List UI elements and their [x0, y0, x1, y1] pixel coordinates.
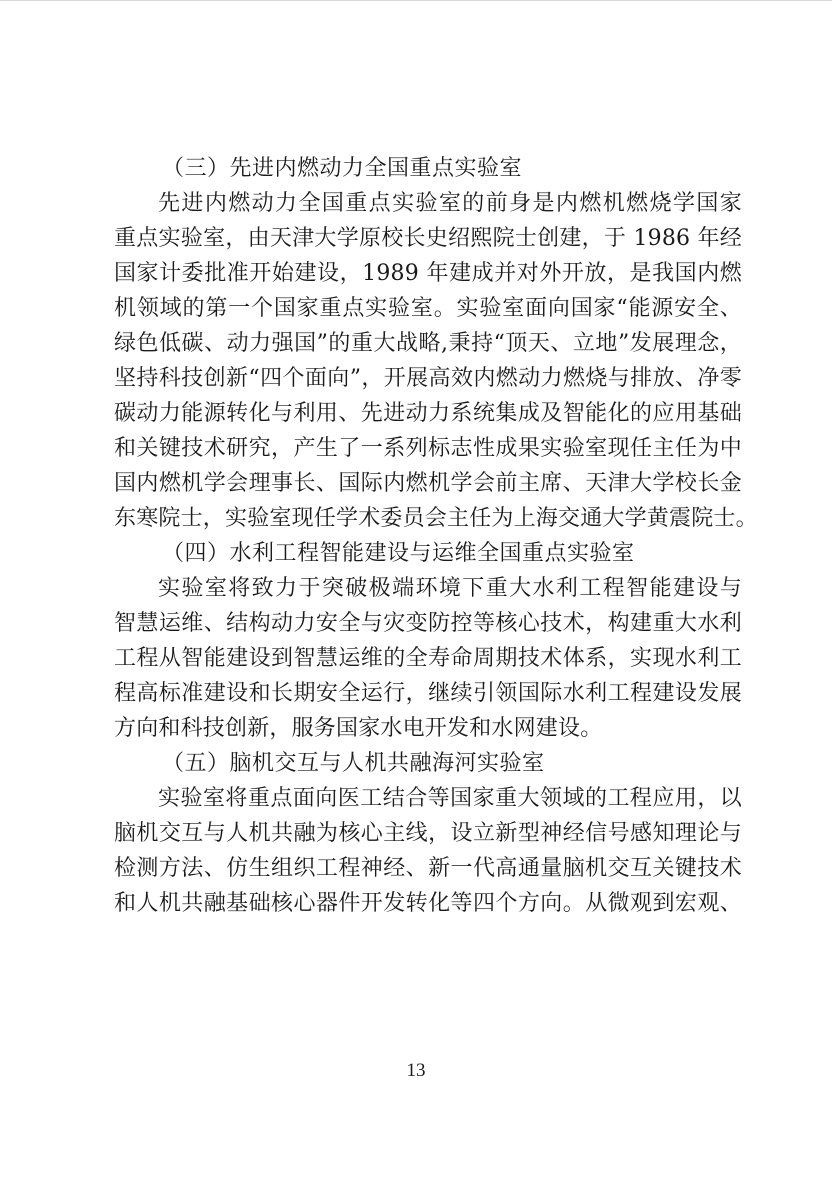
- paragraph-line: 东寒院士，实验室现任学术委员会主任为上海交通大学黄震院士。: [114, 506, 758, 531]
- paragraph-line: 脑机交互与人机共融为核心主线，设立新型神经信号感知理论与: [114, 821, 742, 846]
- paragraph-line: 智慧运维、结构动力安全与灾变防控等核心技术，构建重大水利: [114, 611, 742, 636]
- paragraph-line: 和人机共融基础核心器件开发转化等四个方向。从微观到宏观、: [114, 891, 742, 916]
- paragraph-line: 绿色低碳、动力强国”的重大战略,秉持“顶天、立地”发展理念，: [114, 331, 742, 356]
- document-body: [114, 151, 758, 921]
- paragraph-line: 机领域的第一个国家重点实验室。实验室面向国家“能源安全、: [114, 296, 742, 321]
- paragraph-line: 重点实验室，由天津大学原校长史绍熙院士创建，于 1986 年经: [114, 226, 742, 251]
- paragraph-line: 国家计委批准开始建设，1989 年建成并对外开放，是我国内燃: [114, 261, 742, 286]
- section-heading-4: （四）水利工程智能建设与运维全国重点实验室: [162, 541, 635, 566]
- paragraph-line: 程高标准建设和长期安全运行，继续引领国际水利工程建设发展: [114, 681, 742, 706]
- paragraph-line: 实验室将重点面向医工结合等国家重大领域的工程应用，以: [158, 786, 742, 811]
- paragraph-line: 实验室将致力于突破极端环境下重大水利工程智能建设与: [158, 576, 742, 601]
- paragraph-line: 国内燃机学会理事长、国际内燃机学会前主席、天津大学校长金: [114, 471, 742, 496]
- paragraph-line: 坚持科技创新“四个面向”，开展高效内燃动力燃烧与排放、净零: [114, 366, 742, 391]
- paragraph-line: 方向和科技创新，服务国家水电开发和水网建设。: [114, 716, 603, 741]
- paragraph-line: 和关键技术研究，产生了一系列标志性成果实验室现任主任为中: [114, 436, 742, 461]
- section-heading-3: （三）先进内燃动力全国重点实验室: [162, 156, 523, 181]
- paragraph-line: 碳动力能源转化与利用、先进动力系统集成及智能化的应用基础: [114, 401, 742, 426]
- paragraph-line: 先进内燃动力全国重点实验室的前身是内燃机燃烧学国家: [158, 191, 742, 216]
- section-heading-5: （五）脑机交互与人机共融海河实验室: [162, 751, 545, 776]
- paragraph-line: 检测方法、仿生组织工程神经、新一代高通量脑机交互关键技术: [114, 856, 742, 881]
- paragraph-line: 工程从智能建设到智慧运维的全寿命周期技术体系，实现水利工: [114, 646, 742, 671]
- page-number: 13: [406, 1060, 426, 1081]
